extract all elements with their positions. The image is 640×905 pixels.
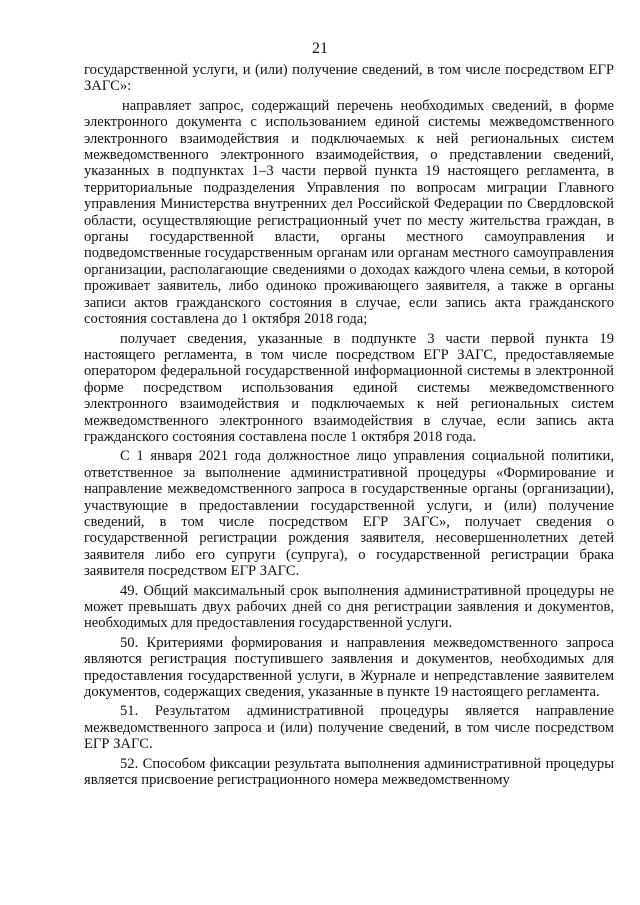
paragraph-from-2021: С 1 января 2021 года должностное лицо управления социальной политики, ответственное за выполнение административной процедуры «Формирование и направление межведомственного запроса в государственные органы (организации), участвующие в предоставлении государственной услуги, и (или) получение сведений, в том числе посредством ЕГР ЗАГС», получает сведения о государственной регистрации рождения заявителя, несовершеннолетних детей заявителя либо его супруги (супруга), о государственной регистрации брака заявителя посредством ЕГР ЗАГС.: [84, 448, 614, 580]
paragraph-51: 51. Результатом административной процедуры является направление межведомственного запроса и (или) получение сведений, в том числе посредством ЕГР ЗАГС.: [84, 703, 614, 753]
paragraph-50: 50. Критериями формирования и направления межведомственного запроса являются регистрация поступившего заявления и документов, необходимых для предоставления государственной услуги, в Журнале и непредставление заявителем документов, содержащих сведения, указанные в пункте 19 настоящего регламента.: [84, 634, 614, 701]
page-number: 21: [312, 40, 328, 57]
paragraph-continuation: государственной услуги, и (или) получение сведений, в том числе посредством ЕГР ЗАГС»:: [84, 62, 614, 95]
paragraph-49: 49. Общий максимальный срок выполнения административной процедуры не может превышать двух рабочих дней со дня регистрации заявления и документов, необходимых для предоставления государственной услуги.: [84, 582, 614, 632]
paragraph-sends-request: направляет запрос, содержащий перечень необходимых сведений, в форме электронного документа с использованием единой системы межведомственного электронного взаимодействия и подключаемых к ней региональных систем межведомственного электронного взаимодействия, о представлении сведений, указанных в подпунктах 1–3 части первой пункта 19 настоящего регламента, в территориальные подразделения Управления по вопросам миграции Главного управления Министерства внутренних дел Российской Федерации по Свердловской области, осуществляющие регистрационный учет по месту жительства граждан, в органы государственной власти, органы местного самоуправления и подведомственные государственным органам или органам местного самоуправления организации, располагающие сведениями о доходах каждого члена семьи, в которой проживает заявитель, либо одиноко проживающего заявителя, а также в органы записи актов гражданского состояния в случае, если запись акта гражданского состояния составлена до 1 октября 2018 года;: [84, 97, 614, 328]
paragraph-receives-info: получает сведения, указанные в подпункте 3 части первой пункта 19 настоящего регламента, в том числе посредством ЕГР ЗАГС, предоставляемые оператором федеральной государственной информационной системы в электронной форме посредством использования единой системы межведомственного электронного взаимодействия и подключаемых к ней региональных систем межведомственного электронного взаимодействия в случае, если запись акта гражданского состояния составлена после 1 октября 2018 года.: [84, 330, 614, 445]
paragraph-52: 52. Способом фиксации результата выполнения административной процедуры является присвоение регистрационного номера межведомственному: [84, 755, 614, 789]
document-body: [84, 62, 614, 791]
